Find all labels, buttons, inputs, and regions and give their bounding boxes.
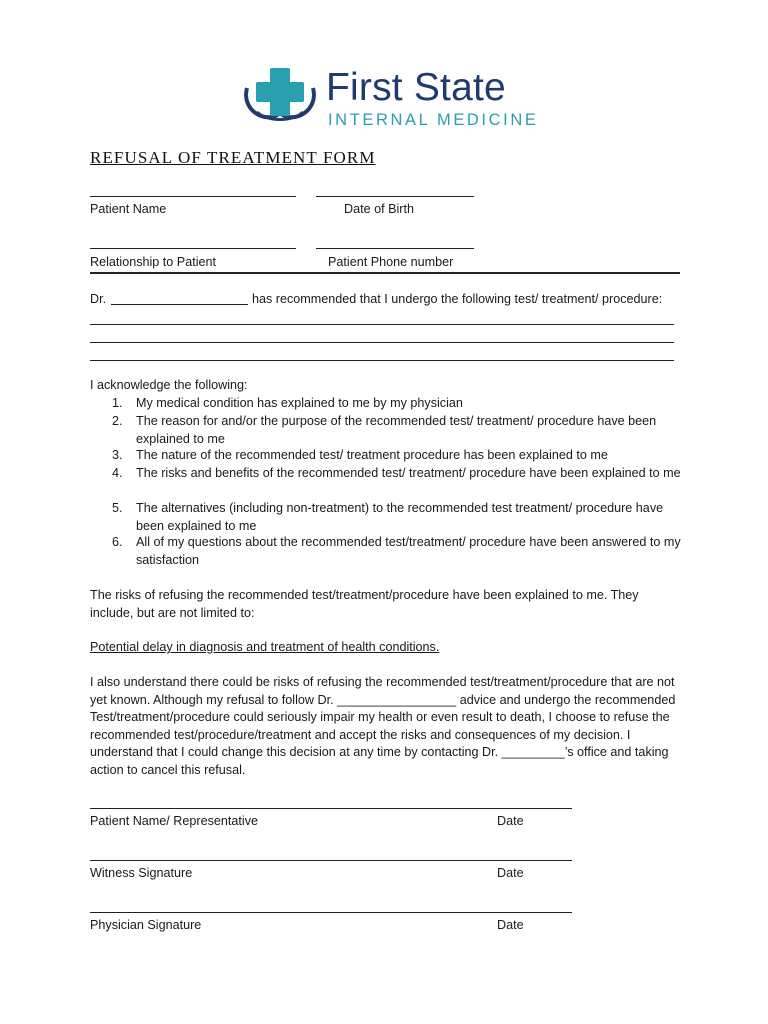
patient-name-field[interactable] (90, 196, 296, 197)
risks-paragraph: The risks of refusing the recommended test/treatment/procedure have been explained to me. They include, but are not limited to: (90, 588, 639, 620)
form-title: REFUSAL OF TREATMENT FORM (90, 148, 376, 167)
understanding-paragraph (90, 674, 680, 779)
list-item: The nature of the recommended test/ treatment procedure has been explained to me (136, 448, 608, 462)
list-item-number: 5. (112, 501, 123, 515)
relationship-label: Relationship to Patient (90, 255, 217, 269)
procedure-line-3[interactable] (90, 360, 674, 361)
list-item-number: 2. (112, 414, 123, 428)
list-item: The risks and benefits of the recommended test/ treatment/ procedure have been explained to me (136, 466, 681, 480)
phone-label: Patient Phone number (328, 255, 454, 269)
doctor-blank-2[interactable]: _________ (501, 745, 565, 759)
phone-field[interactable] (316, 248, 474, 249)
list-item-number: 4. (112, 466, 123, 480)
section-divider (90, 272, 680, 274)
list-item-number: 3. (112, 448, 123, 462)
understanding-text-3: ’s office and taking action to cancel this refusal. (90, 745, 669, 777)
list-item-number: 1. (112, 396, 123, 410)
understanding-text-1: I also understand there could be risks of refusing the recommended test/treatment/procedure that are not yet known. Although my refusal to follow Dr. (90, 675, 675, 707)
acknowledge-heading: I acknowledge the following: (90, 378, 248, 392)
procedure-line-2[interactable] (90, 342, 674, 343)
logo-name: First State (326, 66, 506, 109)
list-item: The reason for and/or the purpose of the recommended test/ treatment/ procedure have been explained to me (136, 414, 657, 446)
patient-name-label: Patient Name (90, 202, 167, 216)
dob-field[interactable] (316, 196, 474, 197)
list-item: All of my questions about the recommended test/treatment/ procedure have been answered to my satisfaction (136, 535, 681, 567)
doctor-name-field[interactable] (111, 304, 248, 305)
list-item-number: 6. (112, 535, 123, 549)
doctor-blank-1[interactable]: _________________ (337, 692, 457, 707)
signature-line-witness[interactable] (90, 860, 572, 861)
signature-date-label: Date (497, 814, 524, 828)
dob-label: Date of Birth (344, 202, 414, 216)
signature-label-witness: Witness Signature (90, 866, 193, 880)
list-item: My medical condition has explained to me by my physician (136, 396, 463, 410)
signature-line-patient[interactable] (90, 808, 572, 809)
signature-label-physician: Physician Signature (90, 918, 202, 932)
relationship-field[interactable] (90, 248, 296, 249)
medical-cross-icon (243, 66, 317, 128)
signature-label-patient: Patient Name/ Representative (90, 814, 259, 828)
signature-date-label: Date (497, 866, 524, 880)
procedure-line-1[interactable] (90, 324, 674, 325)
signature-date-label: Date (497, 918, 524, 932)
doctor-prefix: Dr. (90, 292, 107, 306)
list-item: The alternatives (including non-treatment) to the recommended test treatment/ procedure have been explained to me (136, 501, 664, 533)
logo-subtitle: INTERNAL MEDICINE (328, 111, 539, 129)
signature-line-physician[interactable] (90, 912, 572, 913)
doctor-recommendation-text: has recommended that I undergo the following test/ treatment/ procedure: (252, 292, 663, 306)
understanding-text-2: advice and undergo the recommended Test/treatment/procedure could seriously impair my health or even result to death, I choose to refuse the recommended test/procedure/treatment and accept the risks and consequences of my decision. I understand that I could change this decision at any time by contacting Dr. (90, 692, 676, 759)
risk-item: Potential delay in diagnosis and treatment of health conditions. (90, 640, 440, 654)
